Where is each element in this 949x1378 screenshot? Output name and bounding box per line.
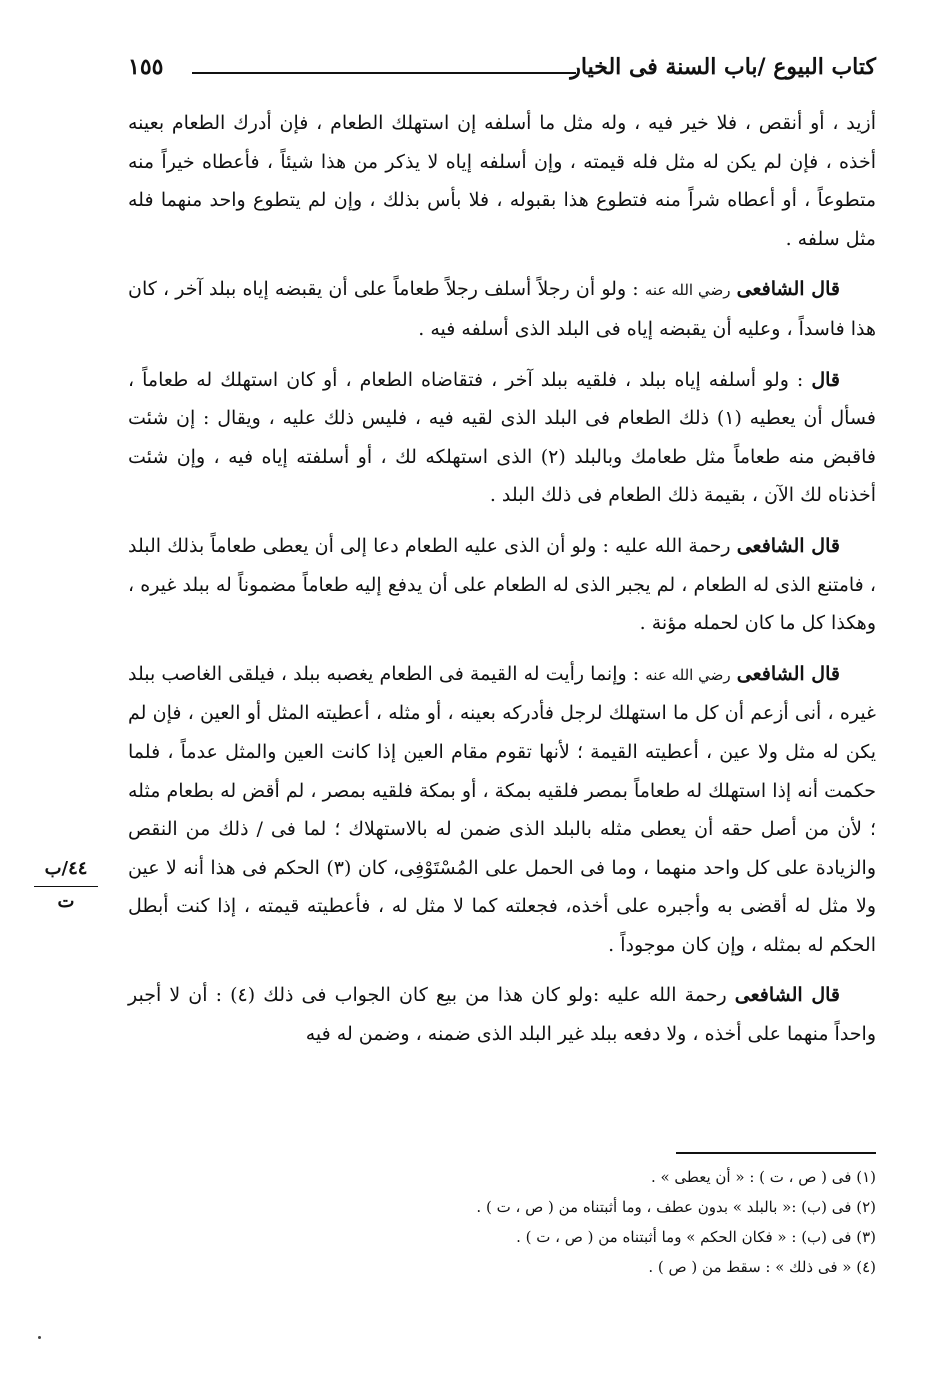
folio-divider (34, 886, 98, 887)
footnote-1: (١) فى ( ص ، ت ) : « أن يعطى » . (650, 1168, 876, 1186)
paragraph-text: رحمة الله عليه : ولو أن الذى عليه الطعام دعا إلى أن يعطى طعاماً بذلك البلد ، فامتنع الذى له الطعام ، لم يجبر الذى له الطعام على أن يدفع إليه طعاماً مضموناً له ببلد غيره ، وهكذا كل ما كان لحمله مؤنة . (128, 534, 876, 635)
honorific-symbol: رضي الله عنه (644, 281, 731, 300)
paragraph-text: : وإنما رأيت له القيمة فى الطعام يغصبه ببلد ، فيلقى الغاصب ببلد غيره ، أنى أزعم أن كل ما استهلك لرجل فأدركه بعينه ، أو مثله ، أعطيته المثل أو العين ، فإن لم يكن له مثل ولا عين ، أعطيته القيمة ؛ لأنها تقوم مقام العين إذا كانت العين والمثل عدماً ، فلما حكمت أنه إذا استهلك له طعاماً بمصر فلقيه بمكة ، أو بمكة فلقيه بمصر ، لم أقض له بطعام مثله ؛ لأن من أصل حقه أن يعطى مثله بالبلد الذى ضمن له بالاستهلاك ؛ لما فى / ذلك من النقص والزيادة على كل واحد منهما ، وما فى الحمل على المُسْتَوْفِى، كان (٣) الحكم فى هذا أنه لا عين ولا مثل له أقضى به وأجبره على أخذه، فجعلته كما لا مثل له ، فأعطيته قيمته ، إذا كنت أبطل الحكم له بمثله ، وإن كان موجوداً . (128, 662, 877, 956)
speaker-label: قال الشافعى (734, 984, 840, 1007)
paragraph-text: رحمة الله عليه :ولو كان هذا من بيع كان الجواب فى ذلك (٤) : أن لا أجبر واحداً منهما على أخذه ، ولا دفعه ببلد غير البلد الذى ضمنه ، وضمن له فيه (128, 984, 876, 1046)
speaker-label: قال الشافعى (736, 662, 840, 685)
footnote-separator (676, 1152, 876, 1154)
scan-speck (38, 1336, 41, 1339)
running-title: كتاب البيوع /باب السنة فى الخيار (570, 54, 876, 80)
page-number: ١٥٥ (128, 54, 164, 80)
running-header (128, 52, 876, 92)
speaker-label: قال (811, 368, 840, 391)
paragraph-4 (128, 527, 876, 643)
honorific-symbol: رضي الله عنه (645, 665, 731, 684)
header-rule (192, 72, 576, 74)
footnotes (128, 1162, 876, 1282)
paragraph-5 (128, 655, 876, 965)
folio-reference: ٤٤/ب (44, 858, 88, 879)
speaker-label: قال الشافعى (736, 534, 840, 557)
paragraph-text: أزيد ، أو أنقص ، فلا خير فيه ، وله مثل ما أسلفه إن استهلك الطعام ، فإن أدرك الطعام بعينه أخذه ، فإن لم يكن له مثل فله قيمته ، وإن أسلفه إياه لا يذكر من هذا شيئاً ، فأعطاه خيراً منه متطوعاً ، أو أعطاه شراً منه فتطوع هذا بقبوله ، فلا بأس بذلك ، وإن لم يتطوع واحد منهما فله مثل سلفه . (128, 112, 876, 250)
manuscript-siglum: ت (57, 891, 75, 912)
main-text (128, 104, 876, 1066)
paragraph-text: : ولو أسلفه إياه ببلد ، فلقيه ببلد آخر ، فتقاضاه الطعام ، أو كان استهلك له طعاماً ، فسأل أن يعطيه (١) ذلك الطعام فى البلد الذى لقيه فيه ، فليس ذلك عليه ، ويقال : إن شئت فاقبض منه طعاماً مثل طعامك وبالبلد (٢) الذى استهلكه لك ، أو أسلفته إياه فيه ، وإن شئت أخذناه لك الآن ، بقيمة ذلك الطعام فى ذلك البلد . (128, 368, 876, 507)
footnote-4: (٤) « فى ذلك » : سقط من ( ص ) . (648, 1258, 876, 1276)
footnote-3: (٣) فى (ب) : « فكان الحكم » وما أثبتناه من ( ص ، ت ) . (516, 1228, 876, 1246)
paragraph-text: : ولو أن رجلاً أسلف رجلاً طعاماً على أن يقبضه إياه ببلد آخر ، كان هذا فاسداً ، وعليه أن يقبضه إياه فى البلد الذى أسلفه فيه . (128, 278, 876, 340)
footnote-2: (٢) فى (ب) :« بالبلد » بدون عطف ، وما أثبتناه من ( ص ، ت ) . (476, 1198, 876, 1216)
speaker-label: قال الشافعى (736, 278, 840, 301)
paragraph-3 (128, 361, 876, 515)
paragraph-1 (128, 104, 876, 258)
paragraph-2 (128, 270, 876, 348)
manuscript-folio-note (34, 858, 98, 913)
paragraph-6 (128, 976, 876, 1053)
